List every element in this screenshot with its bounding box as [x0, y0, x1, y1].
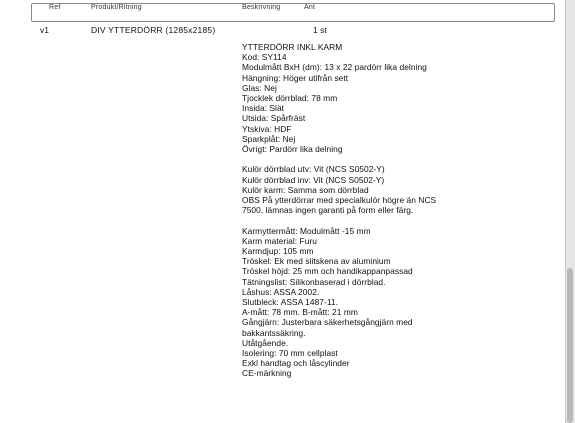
description-line: Glas: Nej: [242, 82, 277, 93]
description-line: Utsida: Spårfräst: [242, 113, 306, 124]
header-description: Beskrivning: [242, 4, 281, 11]
description-line: Sparkplåt: Nej: [242, 133, 296, 144]
description-line: Tjocklek dörrblad: 78 mm: [242, 93, 338, 104]
description-line: Kulör karm: Samma som dörrblad: [242, 184, 369, 195]
row-product: DIV YTTERDÖRR (1285x2185): [91, 25, 216, 35]
row-ref: v1: [40, 25, 49, 35]
description-line: OBS På ytterdörrar med specialkulör högre än NCS: [242, 195, 437, 206]
header-product: Produkt/Ritning: [91, 4, 142, 11]
row-description: [242, 42, 542, 379]
description-spacer: [242, 215, 542, 225]
header-qty: Ant: [304, 4, 316, 11]
description-spacer: [242, 154, 542, 164]
description-line: CE-märkning: [242, 368, 292, 379]
description-line: Slutbleck: ASSA 1487-11.: [242, 297, 339, 308]
description-line: Kulör dörrblad inv: Vit (NCS S0502-Y): [242, 174, 385, 185]
description-line: Tätningslist: Silikonbaserad i dörrblad.: [242, 276, 386, 287]
description-line: 7500, lämnas ingen garanti på form eller färg.: [242, 205, 414, 216]
description-line: A-mått: 78 mm. B-mått: 21 mm: [242, 307, 358, 318]
description-line: Tröskel höjd: 25 mm och handikappanpassad: [242, 266, 413, 277]
description-line: Exkl handtag och låscylinder: [242, 358, 350, 369]
description-line: Karmdjup: 105 mm: [242, 246, 314, 257]
description-line: Isolering: 70 mm cellplast: [242, 348, 338, 359]
description-line: Låshus: ASSA 2002.: [242, 286, 320, 297]
description-line: Karm material: Furu: [242, 235, 317, 246]
row-qty: 1 st: [313, 25, 327, 35]
description-line: YTTERDÖRR INKL KARM: [242, 42, 343, 52]
description-line: Insida: Slät: [242, 103, 285, 114]
description-line: Gångjärn: Justerbara säkerhetsgångjärn med: [242, 317, 413, 328]
scrollbar-thumb[interactable]: [567, 268, 573, 423]
description-line: Övrigt: Pardörr lika delning: [242, 144, 343, 155]
description-line: Utåtgående.: [242, 337, 289, 348]
description-line: Modulmått BxH (dm): 13 x 22 pardörr lika delning: [242, 62, 427, 73]
description-line: Ytskiva: HDF: [242, 123, 292, 134]
description-line: Tröskel: Ek med slitskena av aluminium: [242, 256, 391, 267]
description-line: Kulör dörrblad utv: Vit (NCS S0502-Y): [242, 164, 385, 175]
description-line: Karmyttermått: Modulmått -15 mm: [242, 225, 371, 236]
description-line: Kod: SY114: [242, 52, 287, 63]
header-ref: Ref: [49, 4, 61, 11]
description-line: bakkantssäkring.: [242, 327, 306, 338]
description-line: Hängning: Höger utifrån sett: [242, 72, 349, 83]
